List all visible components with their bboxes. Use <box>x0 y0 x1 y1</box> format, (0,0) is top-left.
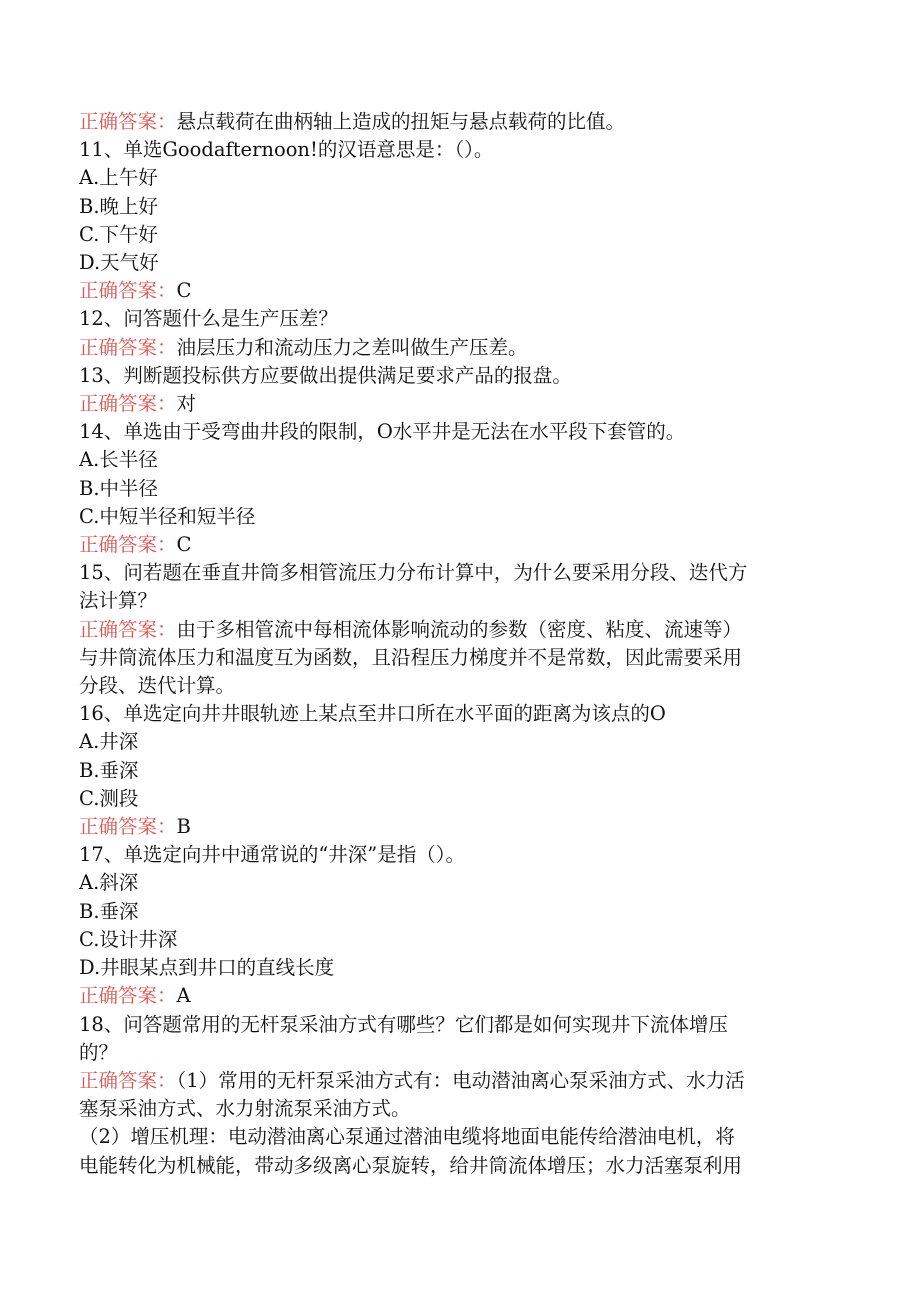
answer-text: B <box>176 815 191 839</box>
answer-text: C <box>176 533 192 557</box>
document-page <box>79 108 827 1180</box>
question-line: 12、问答题什么是生产压差？ <box>79 307 338 331</box>
option-line: B.中半径 <box>79 476 159 500</box>
text-line: 塞泵采油方式、水力射流泵采油方式。 <box>79 1097 411 1121</box>
answer-line <box>79 982 827 1010</box>
answer-label: 正确答案： <box>79 392 177 416</box>
text-line: 分段、迭代计算。 <box>79 674 236 698</box>
text-line: 与井筒流体压力和温度互为函数，且沿程压力梯度并不是常数，因此需要采用 <box>79 645 743 669</box>
text-line: （2）增压机理：电动潜油离心泵通过潜油电缆将地面电能传给潜油电机，将 <box>79 1125 735 1149</box>
answer-text: C <box>176 279 192 303</box>
answer-text: 对 <box>176 392 197 416</box>
answer-label: 正确答案： <box>79 110 177 133</box>
answer-label: 正确答案： <box>79 617 177 641</box>
text-line: 法计算？ <box>79 589 158 613</box>
answer-text: 悬点载荷在曲柄轴上造成的扭矩与悬点载荷的比值。 <box>176 110 626 133</box>
answer-label: 正确答案： <box>79 533 177 557</box>
option-line: A.上午好 <box>79 166 158 190</box>
option-line: C.中短半径和短半径 <box>79 504 256 528</box>
option-line: B.垂深 <box>79 899 139 923</box>
answer-line <box>79 1067 827 1095</box>
question-line: 14、单选由于受弯曲井段的限制，O水平井是无法在水平段下套管的。 <box>79 420 686 444</box>
answer-text: （1）常用的无杆泵采油方式有：电动潜油离心泵采油方式、水力活 <box>176 1068 745 1092</box>
answer-line <box>79 813 827 841</box>
answer-line <box>79 277 827 305</box>
answer-line <box>79 334 827 362</box>
option-line: A.斜深 <box>79 871 139 895</box>
answer-line <box>79 616 827 644</box>
question-line: 15、问若题在垂直井筒多相管流压力分布计算中，为什么要采用分段、迭代方 <box>79 561 748 585</box>
question-line: 17、单选定向井中通常说的“井深”是指（）。 <box>79 843 466 867</box>
option-line: B.晚上好 <box>79 194 159 218</box>
answer-label: 正确答案： <box>79 984 177 1008</box>
text-line: 的？ <box>79 1040 119 1064</box>
option-line: C.测段 <box>79 786 139 810</box>
answer-text: 油层压力和流动压力之差叫做生产压差。 <box>176 335 528 359</box>
text-line: 电能转化为机械能，带动多级离心泵旋转，给井筒流体增压；水力活塞泵利用 <box>79 1153 743 1177</box>
question-line: 18、问答题常用的无杆泵采油方式有哪些？它们都是如何实现井下流体增压 <box>79 1012 728 1036</box>
question-line: 16、单选定向井井眼轨迹上某点至井口所在水平面的距离为该点的O <box>79 702 666 726</box>
option-line: A.井深 <box>79 730 139 754</box>
answer-line <box>79 531 827 559</box>
option-line: C.设计井深 <box>79 927 178 951</box>
question-line: 13、判断题投标供方应要做出提供满足要求产品的报盘。 <box>79 363 572 387</box>
answer-text: A <box>176 984 191 1008</box>
option-line: D.井眼某点到井口的直线长度 <box>79 956 335 980</box>
answer-label: 正确答案： <box>79 279 177 303</box>
answer-line <box>79 108 827 136</box>
option-line: C.下午好 <box>79 222 158 246</box>
answer-text: 由于多相管流中每相流体影响流动的参数（密度、粘度、流速等） <box>176 617 743 641</box>
answer-label: 正确答案： <box>79 335 177 359</box>
question-line: 11、单选Goodafternoon!的汉语意思是：（）。 <box>79 138 494 162</box>
answer-line <box>79 390 827 418</box>
option-line: D.天气好 <box>79 251 159 275</box>
answer-label: 正确答案： <box>79 1068 177 1092</box>
option-line: A.长半径 <box>79 448 158 472</box>
answer-label: 正确答案： <box>79 815 177 839</box>
option-line: B.垂深 <box>79 758 139 782</box>
